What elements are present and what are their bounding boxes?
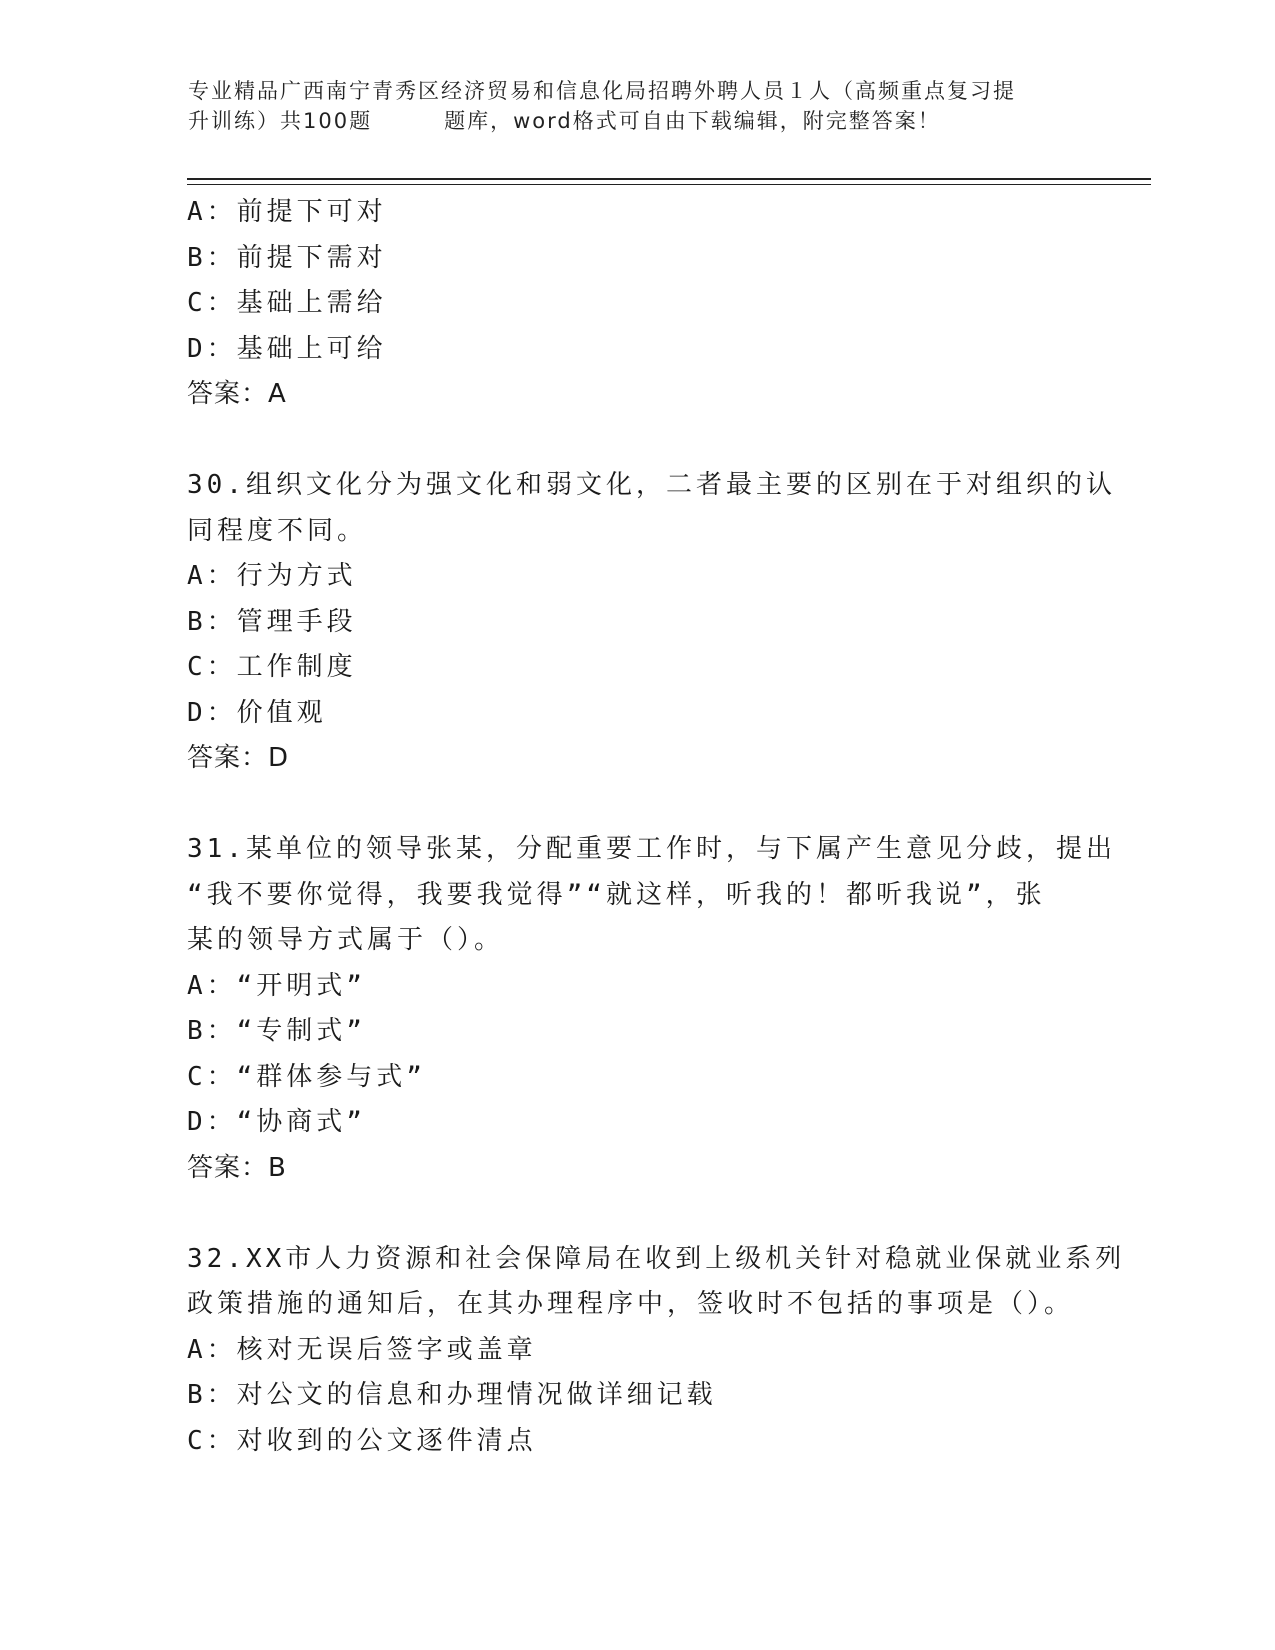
option-b: B：前提下需对: [187, 242, 387, 273]
question-block-31: [187, 827, 1116, 1191]
question-block-30: [187, 463, 1116, 782]
header-line-1: 专业精品广西南宁青秀区经济贸易和信息化局招聘外聘人员１人（高频重点复习提: [188, 79, 1016, 103]
header-line-2-right: 题库，word格式可自由下载编辑，附完整答案！: [444, 109, 941, 133]
header-line-2-left: 升训练）共100题: [188, 109, 373, 133]
answer-line: 答案：A: [187, 379, 287, 409]
question-list: [187, 190, 1126, 1464]
option-a: A：行为方式: [187, 561, 357, 591]
question-stem-line: “我不要你觉得，我要我觉得”“就这样，听我的！都听我说”，张: [187, 879, 1046, 910]
question-block-29: [187, 190, 1087, 418]
question-stem-line: 32.XX市人力资源和社会保障局在收到上级机关针对稳就业保就业系列: [187, 1243, 1126, 1274]
question-stem-line: 同程度不同。: [187, 515, 368, 546]
option-a: A：前提下可对: [187, 197, 387, 227]
option-d: D：“协商式”: [187, 1107, 366, 1137]
option-c: C：基础上需给: [187, 288, 387, 318]
option-b: B：管理手段: [187, 606, 357, 637]
question-stem-line: 政策措施的通知后，在其办理程序中，签收时不包括的事项是（）。: [187, 1289, 1075, 1319]
option-d: D：基础上可给: [187, 333, 387, 364]
answer-line: 答案：D: [187, 743, 290, 773]
option-c: C：对收到的公文逐件清点: [187, 1425, 537, 1456]
header-rule-thin: [187, 184, 1151, 185]
option-a: A：“开明式”: [187, 970, 366, 1001]
answer-line: 答案：B: [187, 1152, 287, 1183]
document-header: [188, 76, 1088, 136]
question-stem-line: 30.组织文化分为强文化和弱文化，二者最主要的区别在于对组织的认: [187, 470, 1116, 500]
option-a: A：核对无误后签字或盖章: [187, 1334, 537, 1365]
option-c: C：“群体参与式”: [187, 1061, 426, 1092]
question-stem-line: 31.某单位的领导张某，分配重要工作时，与下属产生意见分歧，提出: [187, 834, 1116, 864]
header-line-2: [188, 106, 1088, 136]
option-b: B：对公文的信息和办理情况做详细记载: [187, 1380, 717, 1410]
header-rule-thick: [187, 178, 1151, 180]
question-block-32: [187, 1237, 1126, 1465]
option-d: D：价值观: [187, 697, 327, 728]
question-stem-line: 某的领导方式属于（）。: [187, 925, 505, 955]
option-b: B：“专制式”: [187, 1016, 366, 1046]
option-c: C：工作制度: [187, 652, 357, 682]
